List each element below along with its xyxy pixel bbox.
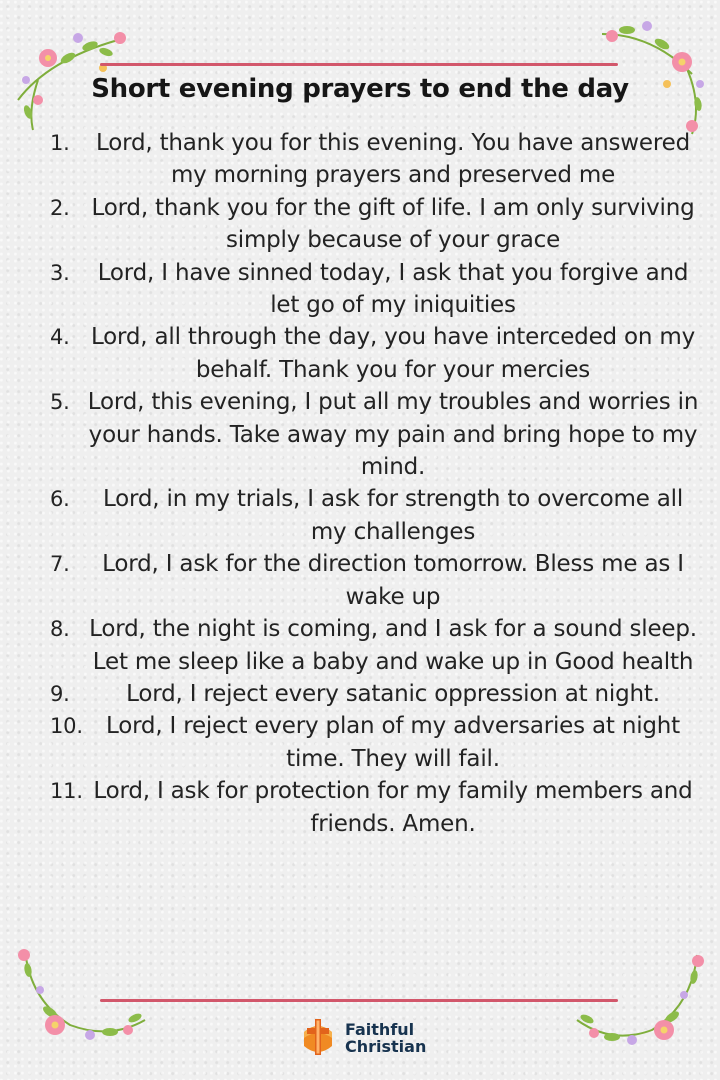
prayer-text: Lord, I ask for protection for my family members and friends. Amen. bbox=[93, 778, 693, 837]
prayer-text: Lord, thank you for the gift of life. I am only surviving simply because of your grace bbox=[91, 194, 695, 254]
page-title: Short evening prayers to end the day bbox=[91, 74, 629, 104]
prayer-number: 3. bbox=[50, 260, 70, 285]
prayer-text: Lord, I have sinned today, I ask that you forgive and let go of my iniquities bbox=[97, 259, 689, 319]
prayer-number: 6. bbox=[50, 487, 70, 512]
prayer-number: 9. bbox=[50, 681, 70, 706]
prayer-item bbox=[50, 678, 700, 710]
prayer-item bbox=[50, 613, 700, 678]
prayer-number: 1. bbox=[50, 131, 70, 155]
prayer-item bbox=[50, 386, 700, 483]
prayer-text: Lord, I reject every satanic oppression at night. bbox=[126, 680, 660, 707]
cross-logo-icon bbox=[298, 1016, 338, 1060]
prayer-item bbox=[50, 548, 700, 613]
prayer-text: Lord, thank you for this evening. You have answered my morning prayers and preserved me bbox=[96, 130, 690, 189]
prayer-text: Lord, I reject every plan of my adversaries at night time. They will fail. bbox=[105, 713, 680, 772]
faithful-christian-logo bbox=[298, 1016, 426, 1060]
prayer-text: Lord, in my trials, I ask for strength to overcome all my challenges bbox=[102, 486, 684, 545]
top-divider bbox=[100, 63, 618, 66]
prayer-item bbox=[50, 192, 700, 257]
prayer-item bbox=[50, 321, 700, 386]
prayer-number: 4. bbox=[50, 325, 70, 350]
prayer-number: 8. bbox=[50, 617, 70, 642]
prayer-number: 2. bbox=[50, 195, 70, 220]
prayer-item bbox=[50, 483, 700, 548]
prayer-number: 11. bbox=[50, 779, 83, 804]
prayer-text: Lord, this evening, I put all my troubles and worries in your hands. Take away my pain and bring hope to my mind. bbox=[87, 389, 699, 481]
prayer-number: 7. bbox=[50, 552, 70, 577]
bottom-divider bbox=[100, 999, 618, 1002]
prayer-item bbox=[50, 257, 700, 322]
prayer-text: Lord, all through the day, you have interceded on my behalf. Thank you for your mercies bbox=[90, 324, 696, 383]
prayer-item bbox=[50, 127, 700, 192]
logo-line-2: Christian bbox=[345, 1037, 427, 1056]
prayer-number: 5. bbox=[50, 390, 70, 415]
floral-corner-bottom-left-icon bbox=[10, 940, 150, 1050]
prayer-text: Lord, the night is coming, and I ask for a sound sleep. Let me sleep like a baby and wake up in Good health bbox=[89, 616, 697, 675]
logo-line-1: Faithful bbox=[345, 1020, 415, 1039]
prayer-text: Lord, I ask for the direction tomorrow. Bless me as I wake up bbox=[102, 551, 684, 610]
prayer-item bbox=[50, 775, 700, 840]
prayer-item bbox=[50, 710, 700, 775]
prayer-number: 10. bbox=[50, 714, 83, 739]
prayer-list bbox=[50, 127, 700, 840]
